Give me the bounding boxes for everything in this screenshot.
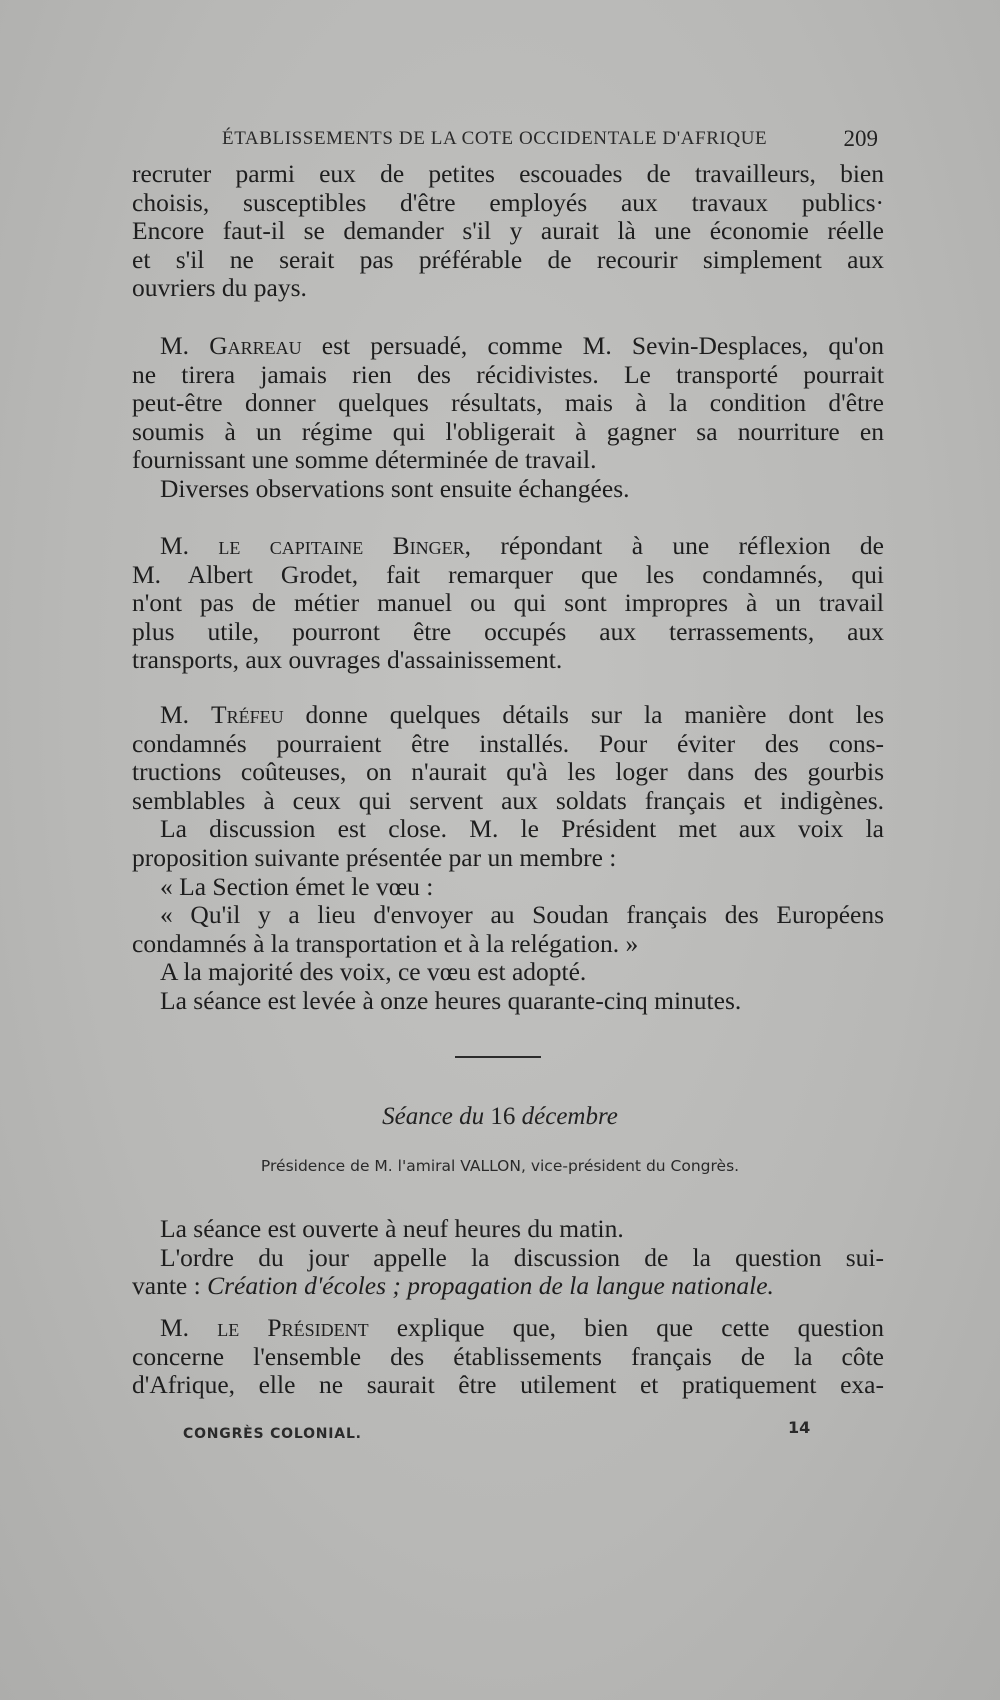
text-line: M. le Président explique que, bien que cette question xyxy=(160,1313,884,1342)
paragraph-binger xyxy=(132,532,884,675)
paragraph-garreau xyxy=(132,332,884,504)
text-line: M. le capitaine Binger, répondant à une réflexion de xyxy=(160,531,884,560)
text-line: proposition suivante présentée par un membre : xyxy=(132,842,617,872)
quote-line: « La Section émet le vœu : xyxy=(160,871,434,901)
session-day: 16 xyxy=(490,1103,516,1130)
text-line: L'ordre du jour appelle la discussion de la question sui- xyxy=(160,1242,884,1272)
text-line: A la majorité des voix, ce vœu est adopté. xyxy=(160,957,587,987)
agenda-topic: Création d'écoles ; propagation de la langue nationale. xyxy=(207,1271,774,1301)
sheet-number: 14 xyxy=(788,1418,811,1437)
paragraph-trefeu xyxy=(132,701,884,1016)
text-line: La séance est levée à onze heures quarante-cinq minutes. xyxy=(160,985,742,1015)
paragraph-opening xyxy=(132,1215,884,1301)
speaker-name: Tréfeu xyxy=(211,700,284,729)
page-number: 209 xyxy=(843,126,878,151)
running-title: ÉTABLISSEMENTS DE LA COTE OCCIDENTALE D'AFRIQUE xyxy=(222,128,768,149)
presidence-line: Présidence de M. l'amiral VALLON, vice-président du Congrès. xyxy=(260,1157,740,1175)
text-line: ouvriers du pays. xyxy=(132,273,307,303)
section-divider xyxy=(455,1056,541,1058)
text-line: vante : Création d'écoles ; propagation de la langue nationale. xyxy=(132,1271,774,1301)
text-line: Diverses observations sont ensuite échangées. xyxy=(160,473,630,503)
text-line: M. Garreau est persuadé, comme M. Sevin-Desplaces, qu'on xyxy=(160,331,884,360)
speaker-name: Président xyxy=(267,1313,369,1342)
speaker-title: le xyxy=(217,1313,240,1342)
speaker-title: le capitaine xyxy=(218,531,364,560)
text-line: n'ont pas de métier manuel ou qui sont impropres à un travail xyxy=(132,588,884,618)
text-line: La discussion est close. M. le Président met aux voix la xyxy=(160,814,884,844)
text-line: peut-être donner quelques résultats, mais à la condition d'être xyxy=(132,388,884,418)
text-line: plus utile, pourront être occupés aux terrassements, aux xyxy=(132,616,884,646)
text-line: concerne l'ensemble des établissements français de la côte xyxy=(132,1341,884,1371)
text-line: soumis à un régime qui l'obligerait à gagner sa nourriture en xyxy=(132,416,884,446)
text-line: et s'il ne serait pas préférable de recourir simplement aux xyxy=(132,244,884,274)
paragraph-recruitment xyxy=(132,160,884,303)
quote-line: « Qu'il y a lieu d'envoyer au Soudan français des Européens xyxy=(160,900,884,930)
text-line: condamnés pourraient être installés. Pour éviter des cons- xyxy=(132,728,884,758)
text-line: d'Afrique, elle ne saurait être utilement et pratiquement exa- xyxy=(132,1370,884,1400)
text-line: transports, aux ouvrages d'assainissement. xyxy=(132,645,563,675)
signature-mark: CONGRÈS COLONIAL. xyxy=(183,1426,362,1442)
session-title: Séance du 16 décembre xyxy=(382,1103,618,1130)
speaker-name: Garreau xyxy=(209,331,302,360)
quote-line: condamnés à la transportation et à la relégation. » xyxy=(132,928,639,958)
text-line: choisis, susceptibles d'être employés aux travaux publics· xyxy=(132,187,884,217)
text-line: fournissant une somme déterminée de travail. xyxy=(132,445,597,475)
paragraph-president xyxy=(132,1314,884,1400)
running-header xyxy=(222,126,878,156)
text-line: tructions coûteuses, on n'aurait qu'à les loger dans des gourbis xyxy=(132,757,884,787)
text-line: Encore faut-il se demander s'il y aurait là une économie réelle xyxy=(132,216,884,246)
text-line: ne tirera jamais rien des récidivistes. Le transporté pourrait xyxy=(132,359,884,389)
text-line: recruter parmi eux de petites escouades de travailleurs, bien xyxy=(132,159,884,188)
text-line: M. Tréfeu donne quelques détails sur la manière dont les xyxy=(160,700,884,729)
speaker-name: Binger xyxy=(392,531,465,560)
text-line: M. Albert Grodet, fait remarquer que les condamnés, qui xyxy=(132,559,884,589)
text-line: La séance est ouverte à neuf heures du matin. xyxy=(160,1214,624,1243)
text-line: semblables à ceux qui servent aux soldats français et indigènes. xyxy=(132,785,884,815)
